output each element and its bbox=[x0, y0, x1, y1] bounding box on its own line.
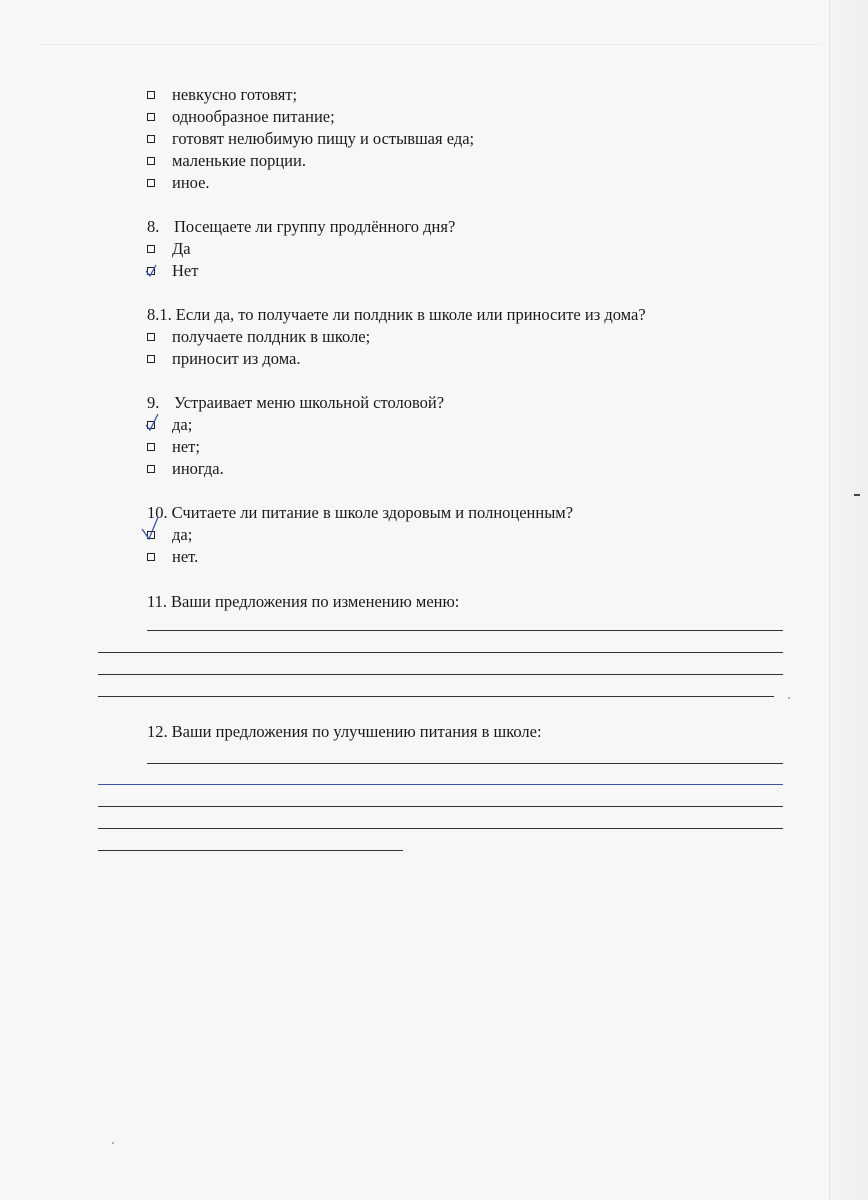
question-number: 12. bbox=[147, 722, 168, 741]
page-edge bbox=[829, 0, 868, 1200]
checkbox-option-checked[interactable] bbox=[147, 261, 198, 281]
checkbox[interactable] bbox=[147, 135, 155, 143]
answer-line[interactable] bbox=[98, 784, 783, 785]
answer-line[interactable] bbox=[98, 828, 783, 829]
checkbox[interactable] bbox=[147, 245, 155, 253]
option-label: получаете полдник в школе; bbox=[172, 327, 371, 346]
checkbox[interactable] bbox=[147, 355, 155, 363]
checkbox-option[interactable] bbox=[147, 459, 224, 479]
question-text: Устраивает меню школьной столовой? bbox=[174, 393, 445, 412]
option-label: нет. bbox=[172, 547, 199, 566]
checkbox-option[interactable] bbox=[147, 327, 370, 347]
checkbox-option[interactable] bbox=[147, 85, 297, 105]
option-label: Да bbox=[172, 239, 191, 258]
option-label: невкусно готовят; bbox=[172, 85, 298, 104]
question-text: Если да, то получаете ли полдник в школе или приносите из дома? bbox=[175, 305, 646, 324]
question-text: Ваши предложения по изменению меню: bbox=[171, 592, 460, 611]
question-text: Считаете ли питание в школе здоровым и полноценным? bbox=[171, 503, 574, 522]
scan-speck bbox=[112, 1142, 114, 1144]
answer-line[interactable] bbox=[98, 696, 774, 697]
question-number: 11. bbox=[147, 592, 168, 611]
question-number: 8. bbox=[147, 217, 160, 236]
checkbox[interactable] bbox=[147, 333, 155, 341]
option-label: да; bbox=[172, 415, 193, 434]
question-12 bbox=[147, 722, 542, 742]
checkbox[interactable] bbox=[147, 465, 155, 473]
question-8-1 bbox=[147, 305, 646, 325]
checkbox-option[interactable] bbox=[147, 239, 191, 259]
scan-artifact bbox=[40, 44, 820, 45]
checkbox-option[interactable] bbox=[147, 547, 198, 567]
option-label: Нет bbox=[172, 261, 199, 280]
answer-line[interactable] bbox=[147, 763, 783, 764]
option-label: нет; bbox=[172, 437, 200, 456]
checkbox-option[interactable] bbox=[147, 437, 200, 457]
checkbox[interactable] bbox=[147, 157, 155, 165]
option-label: готовят нелюбимую пищу и остывшая еда; bbox=[172, 129, 475, 148]
option-label: однообразное питание; bbox=[172, 107, 335, 126]
margin-mark bbox=[854, 494, 860, 496]
checkbox-checked[interactable] bbox=[147, 421, 155, 429]
answer-line[interactable] bbox=[98, 850, 403, 851]
question-8 bbox=[147, 217, 455, 237]
checkbox-option-checked[interactable] bbox=[147, 415, 192, 435]
option-label: иное. bbox=[172, 173, 210, 192]
option-label: приносит из дома. bbox=[172, 349, 301, 368]
question-9 bbox=[147, 393, 444, 413]
checkbox-option[interactable] bbox=[147, 349, 300, 369]
checkbox[interactable] bbox=[147, 553, 155, 561]
answer-line[interactable] bbox=[98, 674, 783, 675]
question-text: Ваши предложения по улучшению питания в школе: bbox=[171, 722, 542, 741]
checkbox[interactable] bbox=[147, 179, 155, 187]
question-number: 10. bbox=[147, 503, 168, 522]
handwritten-check-icon bbox=[144, 413, 162, 433]
checkbox[interactable] bbox=[147, 113, 155, 121]
question-text: Посещаете ли группу продлённого дня? bbox=[174, 217, 456, 236]
checkbox-option[interactable] bbox=[147, 129, 474, 149]
checkbox[interactable] bbox=[147, 443, 155, 451]
checkbox-checked[interactable] bbox=[147, 531, 155, 539]
answer-line[interactable] bbox=[147, 630, 783, 631]
answer-line[interactable] bbox=[98, 806, 783, 807]
question-11 bbox=[147, 592, 459, 612]
question-number: 8.1. bbox=[147, 305, 172, 324]
option-label: иногда. bbox=[172, 459, 224, 478]
checkbox-checked[interactable] bbox=[147, 267, 155, 275]
ink-dot bbox=[788, 697, 790, 699]
checkbox-option[interactable] bbox=[147, 151, 306, 171]
checkbox-option[interactable] bbox=[147, 107, 335, 127]
question-10 bbox=[147, 503, 573, 523]
option-label: да; bbox=[172, 525, 193, 544]
question-number: 9. bbox=[147, 393, 160, 412]
handwritten-check-icon bbox=[144, 259, 162, 279]
checkbox-option[interactable] bbox=[147, 173, 210, 193]
checkbox-option-checked[interactable] bbox=[147, 525, 192, 545]
checkbox[interactable] bbox=[147, 91, 155, 99]
option-label: маленькие порции. bbox=[172, 151, 306, 170]
handwritten-check-icon bbox=[144, 523, 162, 543]
answer-line[interactable] bbox=[98, 652, 783, 653]
